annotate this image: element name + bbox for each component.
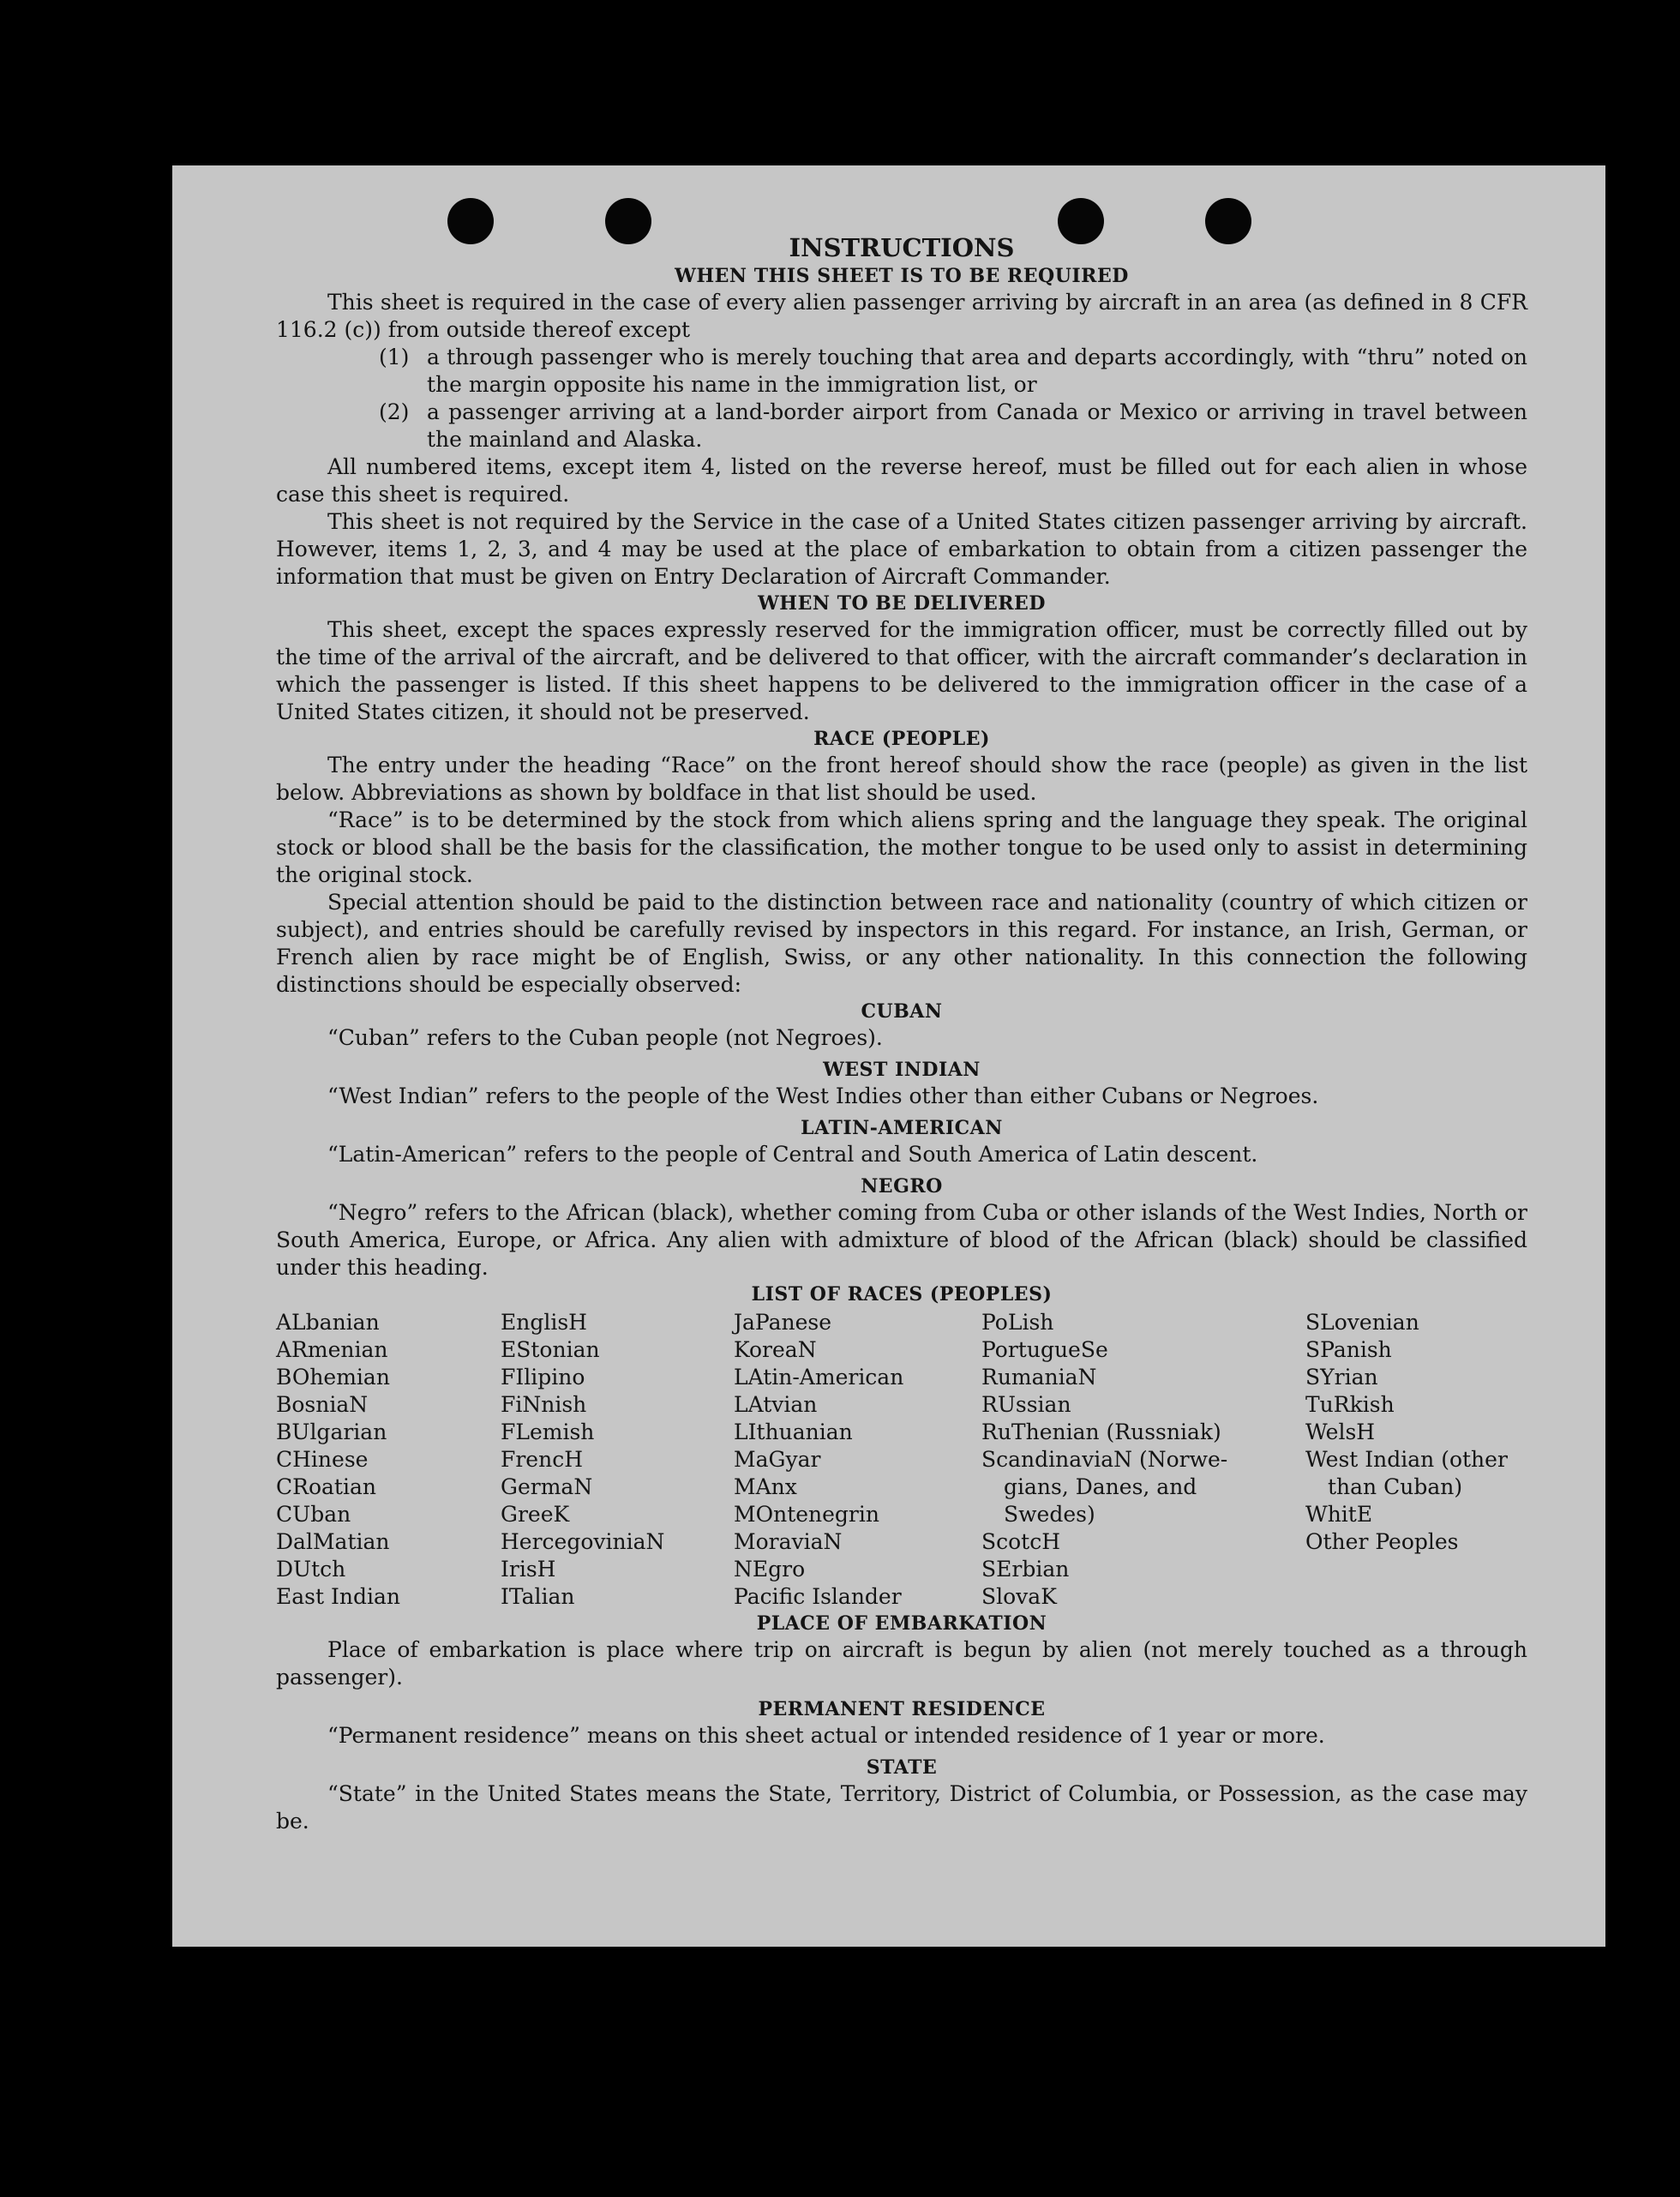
paragraph: This sheet is required in the case of every alien passenger arriving by aircraft in an area (as defined in 8 CFR 116.2 (c)) from outside thereof except [276, 290, 1527, 342]
race-entry: PortugueSe [981, 1337, 1108, 1362]
paragraph: “Negro” refers to the African (black), whether coming from Cuba or other islands of the West Indies, North or South America, Europe, or Africa. Any alien with admixture of blood of the African (black) should be classified under this heading. [276, 1200, 1527, 1280]
race-entry: LIthuanian [734, 1420, 853, 1444]
race-entry: PoLish [981, 1310, 1054, 1335]
race-entry: than Cuban) [1328, 1474, 1463, 1499]
race-entry: MoraviaN [734, 1529, 843, 1554]
paragraph: The entry under the heading “Race” on the front hereof should show the race (people) as given in the list below. Abbreviations as shown by boldface in that list should be used. [276, 753, 1527, 805]
race-entry: SYrian [1305, 1365, 1378, 1390]
heading-place-of-embarkation: PLACE OF EMBARKATION [756, 1612, 1047, 1635]
race-entry: BosniaN [276, 1392, 369, 1417]
heading-list-of-races: LIST OF RACES (PEOPLES) [751, 1283, 1053, 1306]
race-entry: IrisH [501, 1557, 556, 1582]
paragraph: “Cuban” refers to the Cuban people (not Negroes). [327, 1025, 883, 1050]
heading-when-delivered: WHEN TO BE DELIVERED [758, 592, 1046, 615]
race-entry: BOhemian [276, 1365, 390, 1390]
race-entry: HercegoviniaN [501, 1529, 665, 1554]
race-entry: GermaN [501, 1474, 593, 1499]
race-entry: CRoatian [276, 1474, 376, 1499]
instructions-content [276, 232, 1527, 1835]
race-entry: DUtch [276, 1557, 346, 1582]
races-column [1305, 1309, 1527, 1611]
race-entry: FLemish [501, 1420, 595, 1444]
race-entry: CHinese [276, 1447, 369, 1472]
race-entry: Pacific Islander [734, 1584, 902, 1609]
race-entry: East Indian [276, 1584, 400, 1609]
race-entry: gians, Danes, and [1004, 1474, 1197, 1499]
race-entry: NEgro [734, 1557, 806, 1582]
race-entry: ALbanian [276, 1310, 380, 1335]
race-entry: EnglisH [501, 1310, 587, 1335]
paragraph: This sheet is not required by the Service in the case of a United States citizen passenger arriving by aircraft. However, items 1, 2, 3, and 4 may be used at the place of embarkation to obtain from a citizen passenger the information that must be given on Entry Declaration of Aircraft Commander. [276, 509, 1527, 589]
race-entry: KoreaN [734, 1337, 817, 1362]
list-item [276, 399, 1527, 453]
race-entry: LAtin-American [734, 1365, 904, 1390]
race-entry: TuRkish [1305, 1392, 1395, 1417]
race-entry: RUssian [981, 1392, 1071, 1417]
heading-cuban: CUBAN [861, 1000, 943, 1023]
paragraph: All numbered items, except item 4, listed on the reverse hereof, must be filled out for each alien in whose case this sheet is required. [276, 454, 1527, 507]
races-column [276, 1309, 501, 1611]
races-list [276, 1309, 1527, 1611]
item-number: (1) [379, 345, 410, 369]
race-entry: ITalian [501, 1584, 575, 1609]
heading-state: STATE [866, 1756, 938, 1779]
race-entry: MaGyar [734, 1447, 821, 1472]
race-entry: CUban [276, 1502, 351, 1527]
race-entry: JaPanese [734, 1310, 832, 1335]
item-text: a passenger arriving at a land-border airport from Canada or Mexico or arriving in travel between the mainland and Alaska. [427, 399, 1527, 452]
page-title: INSTRUCTIONS [789, 233, 1015, 262]
race-entry: Other Peoples [1305, 1529, 1459, 1554]
paragraph: “West Indian” refers to the people of the West Indies other than either Cubans or Negroes. [327, 1083, 1319, 1108]
race-entry: GreeK [501, 1502, 570, 1527]
race-entry: ScotcH [981, 1529, 1061, 1554]
race-entry: EStonian [501, 1337, 600, 1362]
paragraph: “State” in the United States means the State, Territory, District of Columbia, or Possession, as the case may be. [276, 1781, 1527, 1834]
race-entry: LAtvian [734, 1392, 818, 1417]
race-entry: DalMatian [276, 1529, 390, 1554]
race-entry: SPanish [1305, 1337, 1392, 1362]
race-entry: WhitE [1305, 1502, 1373, 1527]
heading-west-indian: WEST INDIAN [823, 1059, 981, 1081]
heading-race: RACE (PEOPLE) [813, 728, 990, 750]
heading-when-required: WHEN THIS SHEET IS TO BE REQUIRED [675, 265, 1129, 287]
paragraph: This sheet, except the spaces expressly reserved for the immigration officer, must be correctly filled out by the time of the arrival of the aircraft, and be delivered to that officer, with the aircraft commander’s declaration in which the passenger is listed. If this sheet happens to be delivered to the immigration officer in the case of a United States citizen, it should not be preserved. [276, 617, 1527, 724]
race-entry: FIlipino [501, 1365, 585, 1390]
item-text: a through passenger who is merely touching that area and departs accordingly, with “thru” noted on the margin opposite his name in the immigration list, or [427, 345, 1527, 397]
race-entry: ARmenian [276, 1337, 388, 1362]
race-entry: ScandinaviaN (Norwe- [981, 1447, 1228, 1472]
paragraph: “Permanent residence” means on this sheet actual or intended residence of 1 year or more. [327, 1723, 1325, 1748]
document-sheet [172, 165, 1605, 1947]
race-entry: SlovaK [981, 1584, 1057, 1609]
race-entry: SErbian [981, 1557, 1070, 1582]
paragraph: “Latin-American” refers to the people of Central and South America of Latin descent. [327, 1142, 1258, 1167]
races-column [734, 1309, 981, 1611]
race-entry: FiNnish [501, 1392, 587, 1417]
race-entry: RumaniaN [981, 1365, 1097, 1390]
heading-negro: NEGRO [861, 1175, 943, 1198]
race-entry: MAnx [734, 1474, 797, 1499]
race-entry: WelsH [1305, 1420, 1376, 1444]
race-entry: MOntenegrin [734, 1502, 879, 1527]
race-entry: FrencH [501, 1447, 583, 1472]
heading-latin-american: LATIN-AMERICAN [801, 1117, 1003, 1139]
paragraph: “Race” is to be determined by the stock from which aliens spring and the language they speak. The original stock or blood shall be the basis for the classification, the mother tongue to be used only to assist in determining the original stock. [276, 807, 1527, 887]
races-column [981, 1309, 1305, 1611]
item-number: (2) [379, 399, 410, 424]
race-entry: Swedes) [1004, 1502, 1095, 1527]
paragraph: Place of embarkation is place where trip on aircraft is begun by alien (not merely touched as a through passenger). [276, 1637, 1527, 1690]
race-entry: West Indian (other [1305, 1447, 1508, 1472]
race-entry: SLovenian [1305, 1310, 1419, 1335]
race-entry: BUlgarian [276, 1420, 387, 1444]
races-column [501, 1309, 734, 1611]
list-item [276, 344, 1527, 399]
race-entry: RuThenian (Russniak) [981, 1420, 1221, 1444]
heading-permanent-residence: PERMANENT RESIDENCE [758, 1698, 1046, 1720]
paragraph: Special attention should be paid to the distinction between race and nationality (country of which citizen or subject), and entries should be carefully revised by inspectors in this regard. For instance, an Irish, German, or French alien by race might be of English, Swiss, or any other nationality. In this connection the following distinctions should be especially observed: [276, 890, 1527, 997]
